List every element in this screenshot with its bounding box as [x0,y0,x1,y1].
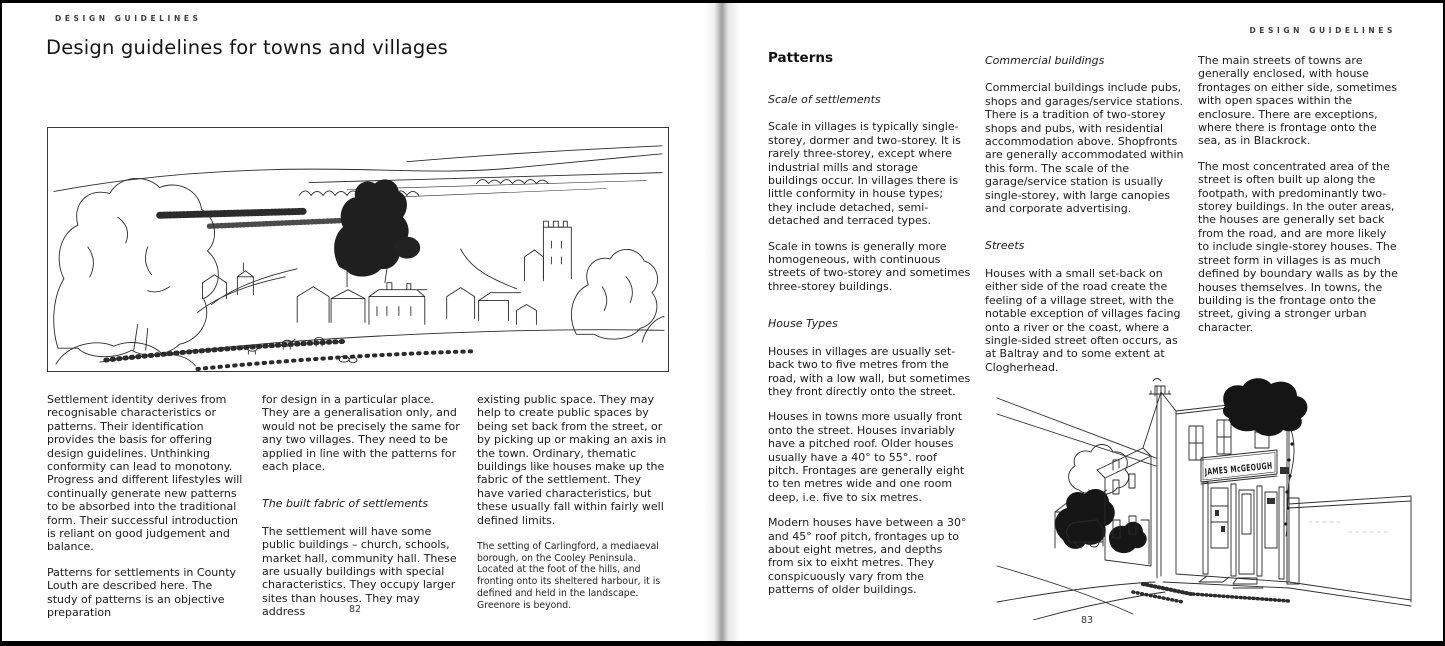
paragraph: Houses in villages are usually set-back two to five metres from the road, with a low wall, but sometimes they front directly onto the street. [768,344,971,398]
paragraph: Scale in towns is generally more homogeneous, with continuous streets of two-storey and sometimes three-storey buildings. [768,239,971,293]
figure-caption: The setting of Carlingford, a mediaeval borough, on the Cooley Peninsula. Located at the foot of the hills, and fronting onto its sheltered harbour, it is defined and held in the landscape. Greenore is beyond. [477,541,661,611]
scan-edge-left [0,0,2,646]
subheading-built-fabric: The built fabric of settlements [262,497,429,511]
scan-edge-top [0,0,1445,3]
paragraph: Houses with a small set-back on either side of the road create the feeling of a village street, with the notable exception of villages facing onto a river or the coast, where a single-sided street often occurs, as at Baltray and to some extent at Clogherhead. [985,266,1181,374]
paragraph: for design in a particular place. They are a generalisation only, and would not be precisely the same for any two villages. They need to be applied in line with the patterns for each place. [262,393,460,474]
paragraph: Houses in towns more usually front onto the street. Houses invariably have a pitched roof. Older houses usually have a 40° to 55°. roof pitch. Frontages are generally eight to ten metres wide and one room deep, i.e. five to six metres. [768,410,965,504]
right-column-2 [985,50,1188,386]
shop-sign-text: JAMES McGEOUGH [1204,458,1305,478]
panorama-svg [48,128,668,371]
subheading-scale-of-settlements: Scale of settlements [768,93,881,106]
paragraph: Commercial buildings include pubs, shops and garages/service stations. There is a tradition of two-storey shops and pubs, with residential accommodation above. Shopfronts are generally accommodated within this form. The scale of the garage/service station is usually single-storey, with large canopies and corporate advertising. [985,81,1184,216]
section-heading-patterns: Patterns [768,50,834,66]
subheading-commercial-buildings: Commercial buildings [985,54,1105,67]
left-column-2 [262,393,461,631]
scan-edge-bottom [0,641,1445,646]
subheading-house-types: House Types [768,317,838,331]
running-header-right: DESIGN GUIDELINES [1249,26,1396,35]
page-number-82: 82 [348,604,362,615]
street-svg [993,370,1417,620]
left-column-3 [477,393,670,611]
page-number-83: 83 [1080,615,1094,626]
paragraph: Settlement identity derives from recognisable characteristics or patterns. Their identification provides the basis for offering design guidelines. Unthinking conformity can lead to monotony. Progress and different lifestyles will continually generate new patterns to be absorbed into the traditional form. Their successful introduction is reliant on good judgement and balance. [47,393,243,554]
carlingford-panorama-drawing [47,127,669,372]
paragraph: The most concentrated area of the street is often built up along the footpath, with predominantly two-storey buildings. In the outer areas, the houses are generally set back from the road, and are more likely to include single-storey houses. The street form in villages is as much defined by boundary walls as by the houses themselves. In towns, the building is the frontage onto the street, giving a stronger urban character. [1198,159,1398,334]
left-column-1 [47,393,246,632]
book-spine-shadow [703,0,741,646]
paragraph: The settlement will have some public buildings – church, schools, market hall, community hall. These are usually buildings with special characteristics. They occupy larger sites than houses. They may address [262,524,457,619]
running-header-left: DESIGN GUIDELINES [55,14,202,23]
right-column-1 [768,50,971,609]
subheading-streets: Streets [985,239,1025,253]
paragraph: Scale in villages is typically single-storey, dormer and two-storey. It is rarely three-storey, except where industrial mills and storage buildings occur. In villages there is little conformity in house types; they include detached, semi-detached and terraced types. [768,120,961,228]
paragraph: Modern houses have between a 30° and 45° roof pitch, frontages up to about eight metres, and depths from six to eixht metres. They conspicuously vary from the patterns of older buildings. [768,516,967,597]
village-street-drawing [993,370,1417,620]
page-title: Design guidelines for towns and villages [46,36,449,59]
paragraph: Patterns for settlements in County Louth are described here. The study of patterns is an objective preparation [47,565,237,620]
paragraph: The main streets of towns are generally enclosed, with house frontages on either side, sometimes with open spaces within the enclosure. There are exceptions, where there is frontage onto the sea, as in Blackrock. [1198,54,1398,148]
paragraph: existing public space. They may help to create public spaces by being set back from the street, or by picking up or making an axis in the town. Ordinary, thematic buildings like houses make up the fabric of the settlement. They have varied characteristics, but these usually fall within fairly well defined limits. [477,393,667,527]
right-column-3 [1198,50,1399,346]
